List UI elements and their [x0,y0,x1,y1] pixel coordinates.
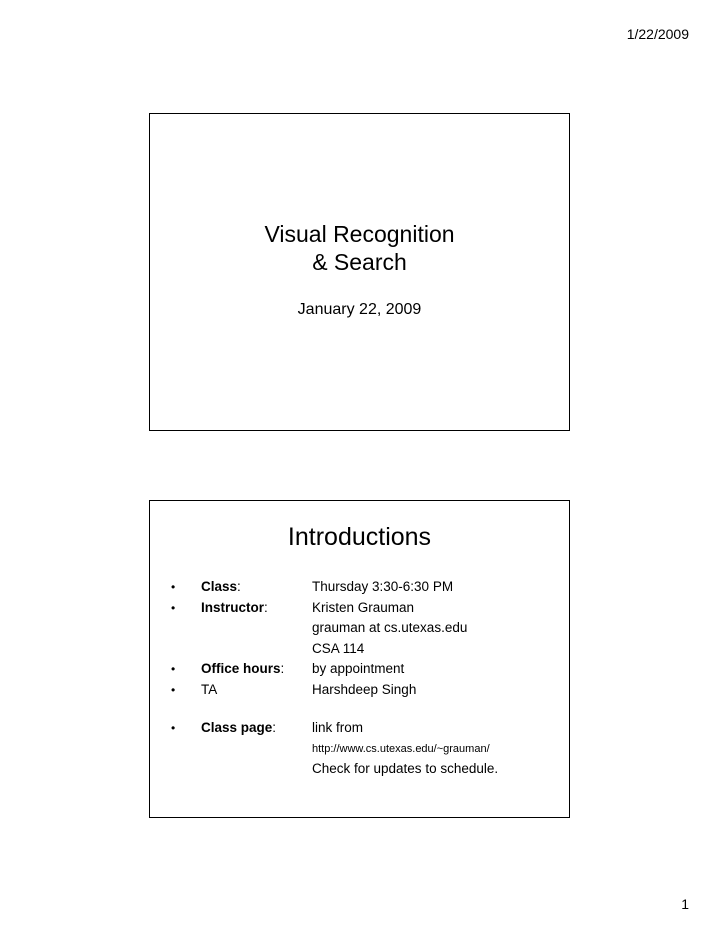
item-label [201,659,284,680]
item-value: Thursday 3:30-6:30 PM [312,579,454,594]
introductions-slide [149,500,570,818]
item-value: Harshdeep Singh [312,681,417,697]
item-value: link from [312,720,364,735]
slide-title [150,220,569,276]
item-label-bold: Class page [201,720,273,735]
item-label-colon: : [264,599,268,615]
item-label: TA [201,681,218,697]
item-label [201,598,268,619]
item-value: by appointment [312,661,405,676]
bullet-icon: • [171,580,176,594]
list-item [171,659,559,680]
bullet-icon: • [171,600,176,615]
slide-title-line-2: & Search [312,249,407,275]
bullet-icon: • [171,721,176,735]
page-number: 1 [681,896,689,912]
info-list [171,577,559,780]
slide-title-line-1: Visual Recognition [264,221,455,247]
list-item-continuation [171,618,559,639]
item-label-bold: Class [201,579,238,594]
item-label-bold: Office hours [201,661,281,676]
slide-date: January 22, 2009 [297,301,422,318]
page-date: 1/22/2009 [626,26,689,42]
item-label [201,718,276,739]
item-value: Kristen Grauman [312,599,415,615]
title-slide [149,113,570,431]
item-label [201,577,241,598]
bullet-icon: • [171,682,176,697]
list-item [171,680,559,701]
class-page-url: http://www.cs.utexas.edu/~grauman/ [312,742,490,755]
list-item [171,598,559,619]
list-item [171,718,559,739]
item-label-colon: : [272,720,277,735]
bullet-icon: • [171,662,176,676]
list-item-continuation [171,759,559,780]
item-label-bold: Instructor [201,599,265,615]
item-value: CSA 114 [312,640,365,656]
list-item [171,577,559,598]
item-value: Check for updates to schedule. [312,761,499,776]
item-label-colon: : [280,661,285,676]
list-item-continuation [171,639,559,660]
item-value: grauman at cs.utexas.edu [312,620,468,635]
slide-title: Introductions [287,523,432,551]
item-label-colon: : [237,579,241,594]
list-item-continuation [171,739,559,760]
